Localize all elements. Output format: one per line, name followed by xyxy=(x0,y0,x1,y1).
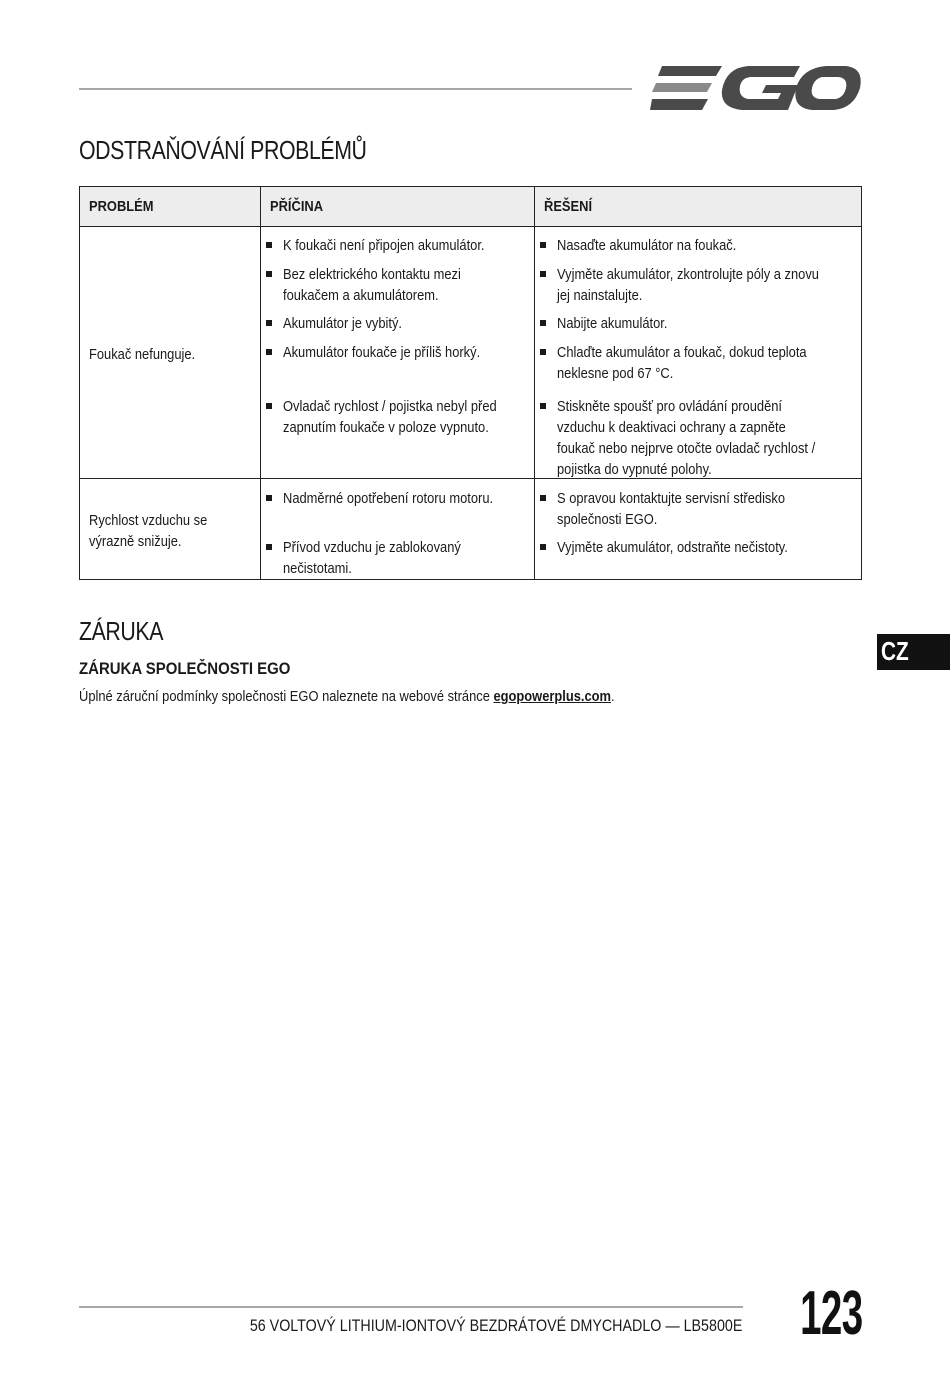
bullet-square-icon xyxy=(540,242,546,248)
bullet-square-icon xyxy=(266,242,272,248)
page-number: 123 xyxy=(799,1279,862,1348)
bullet-square-icon xyxy=(266,544,272,550)
bullet-square-icon xyxy=(540,544,546,550)
column-header-cause: PŘÍČINA xyxy=(270,198,324,215)
bullet-square-icon xyxy=(266,349,272,355)
bullet-square-icon xyxy=(540,349,546,355)
ego-logo xyxy=(650,64,862,112)
warranty-title: ZÁRUKA xyxy=(79,616,164,646)
footer-rule xyxy=(79,1306,743,1308)
bullet-square-icon xyxy=(266,320,272,326)
warranty-link[interactable]: egopowerplus.com xyxy=(493,688,612,705)
language-tab: CZ xyxy=(877,634,950,670)
table-header-row xyxy=(79,186,862,226)
warranty-text: Úplné záruční podmínky společnosti EGO naleznete na webové stránce egopowerplus.com. xyxy=(79,688,615,705)
warranty-subtitle: ZÁRUKA SPOLEČNOSTI EGO xyxy=(79,659,291,678)
bullet-square-icon xyxy=(266,495,272,501)
footer-title: 56 VOLTOVÝ LITHIUM-IONTOVÝ BEZDRÁTOVÉ DMYCHADLO — LB5800E xyxy=(249,1316,742,1335)
column-header-problem: PROBLÉM xyxy=(89,198,154,215)
bullet-square-icon xyxy=(266,271,272,277)
bullet-square-icon xyxy=(540,271,546,277)
header-rule xyxy=(79,88,632,90)
column-header-solution: ŘEŠENÍ xyxy=(544,198,593,215)
troubleshooting-title: ODSTRAŇOVÁNÍ PROBLÉMŮ xyxy=(79,135,367,165)
bullet-square-icon xyxy=(540,320,546,326)
troubleshooting-table: PROBLÉM PŘÍČINA ŘEŠENÍ Foukač nefunguje. K foukači není připojen akumulátor. Bez elektrického kontaktu mezi foukačem a akumulátorem. Akumulátor je vybitý. Akumulátor foukače je příliš horký. Ovladač rychlost / pojistka nebyl před zapnutím foukače v poloze vypnuto. Nasaďte akumulátor na foukač. Vyjměte akumulátor, zkontrolujte póly a znovu jej nainstalujte. Nabijte akumulátor. Chlaďte akumulátor a foukač, dokud teplota neklesne pod 67 °C. Stiskněte spoušť pro ovládání proudění vzduchu k deaktivaci ochrany a zapněte foukač nebo nejprve otočte ovladač rychlost / pojistka do vypnuté polohy. Rychlost vzduchu se výrazně snižuje. Nadměrné opotřebení rotoru motoru. Přívod vzduchu je zablokovaný nečistotami. S opravou kontaktujte servisní středisko společnosti EGO. Vyjměte akumulátor, odstraňte nečistoty. xyxy=(79,186,862,580)
bullet-square-icon xyxy=(540,403,546,409)
bullet-square-icon xyxy=(540,495,546,501)
problem-cell: Foukač nefunguje. xyxy=(89,346,196,363)
problem-cell: Rychlost vzduchu se výrazně snižuje. xyxy=(89,512,208,550)
bullet-square-icon xyxy=(266,403,272,409)
